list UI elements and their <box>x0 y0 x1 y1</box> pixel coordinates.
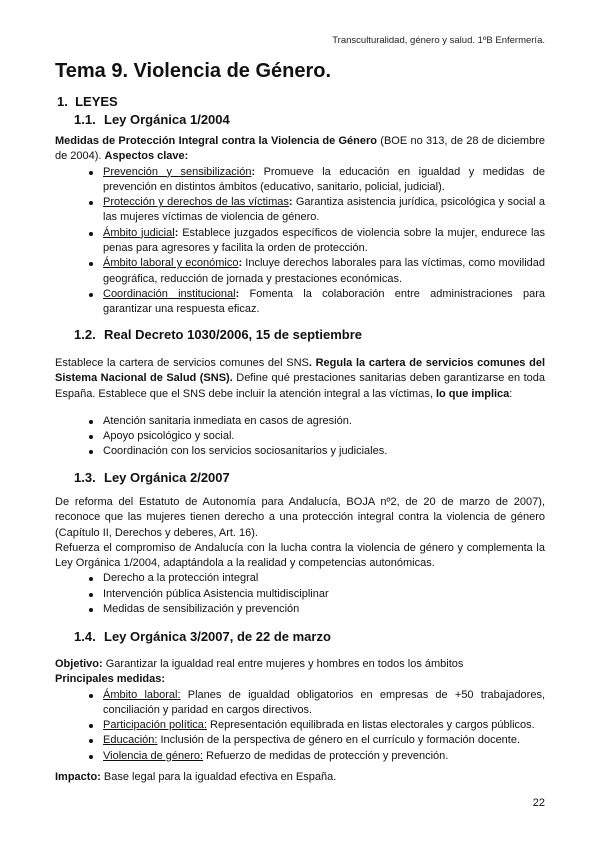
item-text: Refuerzo de medidas de protección y prevención. <box>203 749 449 762</box>
paragraph <box>55 356 545 402</box>
bullet-list <box>55 688 545 764</box>
list-item: Medidas de sensibilización y prevención <box>55 602 545 617</box>
list-item <box>55 688 545 719</box>
item-text: Inclusión de la perspectiva de género en el currículo y formación docente. <box>157 734 521 747</box>
item-text: Fomenta la colaboración entre administraciones para garantizar una respuesta eficaz. <box>103 287 545 316</box>
text: Base legal para la igualdad efectiva en España. <box>100 771 337 784</box>
item-text: Promueve la educación en igualdad y medidas de prevención en distintos ámbitos (educativo, sanitario, policial, judicial). <box>103 165 545 193</box>
bullet-list <box>55 414 545 460</box>
bold-label: Principales medidas: <box>55 673 166 686</box>
term: Protección y derechos de las víctimas <box>103 196 289 209</box>
subsection-heading-1-4 <box>74 629 564 644</box>
subsection-body-1-4 <box>55 657 545 785</box>
list-item <box>55 718 545 733</box>
text: Garantizar la igualdad real entre mujeres y hombres en todos los ámbitos <box>102 658 464 670</box>
list-item: Atención sanitaria inmediata en casos de agresión. <box>55 414 545 429</box>
item-text: Garantiza asistencia jurídica, psicológica y social a las mujeres víctimas de violencia de género. <box>103 196 545 224</box>
list-item: Derecho a la protección integral <box>55 571 545 586</box>
term: Coordinación institucional <box>103 287 236 300</box>
subsection-title: Real Decreto 1030/2006, 15 de septiembre <box>104 327 362 342</box>
bold-text: lo que implica <box>435 387 510 400</box>
item-text: Establece juzgados específicos de violencia sobre la mujer, endurece las penas para agresores y facilita la orden de protección. <box>103 226 546 255</box>
intro-paragraph <box>55 134 545 165</box>
list-item: Protección y derechos de las víctimas: Garantiza asistencia jurídica, psicológica y social a las mujeres víctimas de violencia de género. <box>55 195 545 226</box>
section-heading-leyes <box>57 94 547 109</box>
subsection-body-1-3 <box>55 495 545 617</box>
page-title: Tema 9. Violencia de Género. <box>55 60 332 82</box>
paragraph: Refuerza el compromiso de Andalucía con la lucha contra la violencia de género y complementa la Ley Orgánica 1/2004, adaptándola a la realidad y competencias autonómicas. <box>55 541 545 570</box>
bullet-list <box>55 571 545 617</box>
subsection-number: 1.3. <box>74 470 96 485</box>
item-text: Planes de igualdad obligatorios en empresas de +50 trabajadores, conciliación y paridad en cargos directivos. <box>103 688 545 716</box>
term: Ámbito laboral y económico <box>103 257 239 270</box>
subsection-number: 1.1. <box>74 112 96 127</box>
page-number: 22 <box>532 797 545 809</box>
list-item: Apoyo psicológico y social. <box>55 429 545 444</box>
bold-text: Aspectos clave: <box>104 150 189 163</box>
text: : <box>509 387 513 400</box>
term: Ámbito laboral: <box>103 688 181 701</box>
list-item: Coordinación con los servicios sociosanitarios y judiciales. <box>55 444 545 459</box>
bold-label: Objetivo: <box>55 658 103 670</box>
list-item: Intervención pública Asistencia multidisciplinar <box>55 587 545 602</box>
list-item: Ámbito judicial: Establece juzgados específicos de violencia sobre la mujer, endurece las penas para agresores y facilita la orden de protección. <box>55 226 545 257</box>
bullet-list <box>55 165 545 318</box>
running-header: Transculturalidad, género y salud. 1ºB Enfermería. <box>332 35 545 46</box>
term: Educación: <box>103 734 158 747</box>
term: Participación política: <box>103 719 207 732</box>
list-item <box>55 749 545 764</box>
impact-paragraph <box>55 770 545 785</box>
subsection-body-1-1 <box>55 134 545 318</box>
measures-label <box>55 672 545 687</box>
list-item <box>55 733 545 748</box>
text: (BOE no 313, de 28 de diciembre de 2004). <box>55 135 545 163</box>
subsection-number: 1.2. <box>74 327 96 342</box>
paragraph: De reforma del Estatuto de Autonomía para Andalucía, BOJA nº2, de 20 de marzo de 2007), reconoce que las mujeres tienen derecho a una protección integral contra la violencia de género (Capítulo II, Derechos y deberes, Art. 16). <box>55 496 545 539</box>
term: Violencia de género: <box>103 749 204 762</box>
subsection-heading-1-1 <box>74 112 564 127</box>
term: Ámbito judicial <box>103 226 175 239</box>
section-label: LEYES <box>75 94 118 109</box>
list-item: Ámbito laboral y económico: Incluye derechos laborales para las víctimas, como movilidad geográfica, reducción de jornada y prestaciones económicas. <box>55 256 545 287</box>
subsection-title: Ley Orgánica 1/2004 <box>104 112 230 127</box>
subsection-heading-1-3 <box>74 470 564 485</box>
subsection-number: 1.4. <box>74 629 96 644</box>
subsection-heading-1-2 <box>74 327 564 342</box>
text: Define qué prestaciones sanitarias deben garantizarse en toda España. Establece que el SNS debe incluir la atención integral a las víctimas, <box>55 372 545 400</box>
bold-text: Medidas de Protección Integral contra la Violencia de Género <box>55 135 378 147</box>
subsection-title: Ley Orgánica 3/2007, de 22 de marzo <box>104 629 331 644</box>
text: Establece la cartera de servicios comunes del SNS <box>55 357 309 369</box>
bold-text: . Regula la cartera de servicios comunes del Sistema Nacional de Salud (SNS). <box>55 357 546 385</box>
list-item: Coordinación institucional: Fomenta la colaboración entre administraciones para garantizar una respuesta eficaz. <box>55 287 545 318</box>
subsection-body-1-2 <box>55 356 545 460</box>
list-item: Prevención y sensibilización: Promueve la educación en igualdad y medidas de prevención en distintos ámbitos (educativo, sanitario, policial, judicial). <box>55 165 545 196</box>
item-text: Incluye derechos laborales para las víctimas, como movilidad geográfica, reducción de jornada y prestaciones económicas. <box>103 257 546 285</box>
item-text: Representación equilibrada en listas electorales y cargos públicos. <box>206 719 535 732</box>
subsection-title: Ley Orgánica 2/2007 <box>104 470 230 485</box>
term: Prevención y sensibilización <box>103 165 252 178</box>
objective-paragraph <box>55 657 545 672</box>
section-number: 1. <box>57 94 68 109</box>
bold-label: Impacto: <box>55 771 101 784</box>
